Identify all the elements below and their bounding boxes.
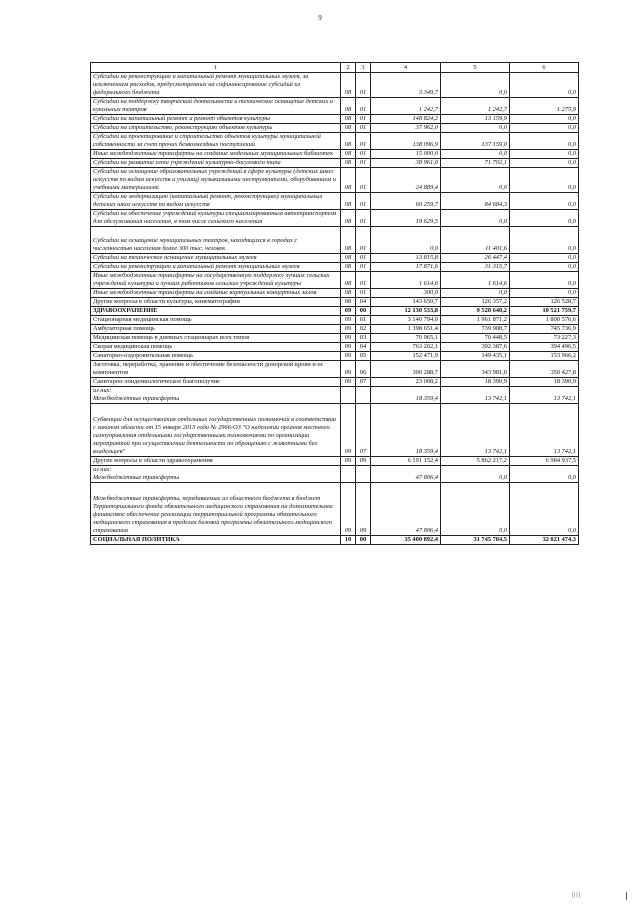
row-amount-2: 0,0 — [441, 483, 510, 536]
row-amount-2: 1 614,6 — [441, 272, 510, 289]
row-subsection — [356, 387, 371, 404]
row-name: Субсидии на капитальный ремонт и ремонт объектов культуры — [91, 115, 341, 124]
row-amount-3: 0,0 — [510, 124, 579, 133]
row-subsection: 01 — [356, 150, 371, 159]
row-amount-3: 0,0 — [510, 159, 579, 168]
row-amount-1: 13 815,8 — [371, 254, 441, 263]
table-row — [91, 159, 579, 168]
col-header-amount-2: 5 — [441, 63, 510, 73]
row-subsection: 01 — [356, 210, 371, 227]
row-section: 08 — [341, 298, 356, 307]
table-row — [91, 210, 579, 227]
table-row — [91, 334, 579, 343]
row-amount-2: 31 315,7 — [441, 263, 510, 272]
row-amount-1: 38 961,0 — [371, 159, 441, 168]
row-amount-2: 18 390,9 — [441, 378, 510, 387]
row-amount-1: 24 889,4 — [371, 168, 441, 193]
row-subsection: 00 — [356, 536, 371, 545]
row-name: Иные межбюджетные трансферты на государственную поддержку лучших сельских учреждений культуры и лучших работников сельских учреждений культуры — [91, 272, 341, 289]
row-amount-2: 1 961 871,2 — [441, 316, 510, 325]
row-section: 08 — [341, 272, 356, 289]
row-amount-3: 0,0 — [510, 193, 579, 210]
row-name: Санаторно-оздоровительная помощь — [91, 352, 341, 361]
row-amount-3: 0,0 — [510, 73, 579, 98]
row-section: 09 — [341, 343, 356, 352]
row-name: Субсидии на оснащение образовательных учреждений в сфере культуры (детских школ искусств по видам искусств и училищ) музыкальными инструментами, оборудованием и учебными материалами — [91, 168, 341, 193]
row-amount-3: 0,0 — [510, 150, 579, 159]
row-name: Другие вопросы в области культуры, кинематографии — [91, 298, 341, 307]
row-amount-1: 23 008,2 — [371, 378, 441, 387]
row-subsection: 01 — [356, 115, 371, 124]
table-row — [91, 298, 579, 307]
row-section: 09 — [341, 483, 356, 536]
table-row — [91, 536, 579, 545]
row-amount-3: 13 742,1 — [510, 404, 579, 457]
row-amount-3: 0,0 — [510, 483, 579, 536]
row-amount-2: 9 528 640,2 — [441, 307, 510, 316]
table-row — [91, 307, 579, 316]
table-row — [91, 457, 579, 466]
row-amount-2: 70 448,5 — [441, 334, 510, 343]
row-subsection: 07 — [356, 404, 371, 457]
table-row — [91, 124, 579, 133]
row-subsection: 01 — [356, 159, 371, 168]
row-amount-2: 0,0 — [441, 124, 510, 133]
row-section: 09 — [341, 307, 356, 316]
row-amount-2: 0,0 — [441, 210, 510, 227]
row-amount-3: 73 227,3 — [510, 334, 579, 343]
row-amount-1: 148 824,2 — [371, 115, 441, 124]
row-name: Межбюджетные трансферты, передаваемые из областного бюджета в бюджет Территориального фонда обязательного медицинского страхования на дополнительное финансовое обеспечение реализации территориальной программы обязательного медицинского страхования в пределах базовой программы обязательного медицинского страхования — [91, 483, 341, 536]
row-amount-1: 18 359,4 — [371, 404, 441, 457]
table-row — [91, 466, 579, 483]
row-amount-2: 11 401,6 — [441, 227, 510, 254]
row-subsection: 01 — [356, 193, 371, 210]
row-amount-3: 745 736,9 — [510, 325, 579, 334]
row-subsection: 01 — [356, 98, 371, 115]
row-section: 09 — [341, 361, 356, 378]
row-name: СОЦИАЛЬНАЯ ПОЛИТИКА — [91, 536, 341, 545]
table-row — [91, 483, 579, 536]
row-amount-1: 17 871,6 — [371, 263, 441, 272]
row-name: Субсидии на оснащение муниципальных театров, находящихся в городах с численностью населения более 300 тыс. человек — [91, 227, 341, 254]
row-name: Субсидии на обеспечение учреждений культуры специализированным автотранспортом для обслуживания населения, в том числе сельского населения — [91, 210, 341, 227]
col-header-amount-1: 4 — [371, 63, 441, 73]
row-amount-1: 47 806,4 — [371, 466, 441, 483]
row-amount-3: 0,0 — [510, 272, 579, 289]
budget-table — [90, 62, 579, 545]
row-subsection: 04 — [356, 343, 371, 352]
row-section: 10 — [341, 536, 356, 545]
row-amount-3: 0,0 — [510, 289, 579, 298]
table-row — [91, 193, 579, 210]
row-subsection: 01 — [356, 254, 371, 263]
row-subsection: 01 — [356, 289, 371, 298]
row-amount-3: 10 521 759,7 — [510, 307, 579, 316]
table-row — [91, 150, 579, 159]
row-section: 08 — [341, 150, 356, 159]
row-subsection: 01 — [356, 73, 371, 98]
row-name: из них: Межбюджетные трансферты — [91, 387, 341, 404]
row-amount-2: 0,0 — [441, 466, 510, 483]
row-amount-2: 26 447,4 — [441, 254, 510, 263]
row-subsection — [356, 466, 371, 483]
table-row — [91, 316, 579, 325]
row-name: Иные межбюджетные трансферты на создание виртуальных концертных залов — [91, 289, 341, 298]
row-name: Другие вопросы в области здравоохранения — [91, 457, 341, 466]
row-subsection: 01 — [356, 272, 371, 289]
row-subsection: 03 — [356, 334, 371, 343]
row-amount-3: 394 496,5 — [510, 343, 579, 352]
row-section: 08 — [341, 227, 356, 254]
row-name: Субсидии на развитие сети учреждений культурно-досугового типа — [91, 159, 341, 168]
row-amount-2: 343 981,0 — [441, 361, 510, 378]
row-subsection: 09 — [356, 483, 371, 536]
table-row — [91, 133, 579, 150]
row-section: 08 — [341, 168, 356, 193]
row-amount-2: 13 742,1 — [441, 387, 510, 404]
row-amount-1: 37 962,0 — [371, 124, 441, 133]
row-amount-1: 0,0 — [371, 227, 441, 254]
row-amount-2: 0,0 — [441, 73, 510, 98]
row-amount-3: 350 427,8 — [510, 361, 579, 378]
row-amount-3: 0,0 — [510, 227, 579, 254]
row-section — [341, 466, 356, 483]
row-amount-2: 126 357,2 — [441, 298, 510, 307]
table-row — [91, 387, 579, 404]
row-amount-1: 1 614,6 — [371, 272, 441, 289]
row-name: Субсидии на проектирование и строительство объектов культуры муниципальной собственности за счет прочих безвозмездных поступлений — [91, 133, 341, 150]
row-subsection: 01 — [356, 263, 371, 272]
row-section: 08 — [341, 254, 356, 263]
row-subsection: 09 — [356, 457, 371, 466]
table-row — [91, 361, 579, 378]
row-amount-1: 70 965,1 — [371, 334, 441, 343]
row-amount-1: 60 259,7 — [371, 193, 441, 210]
table-row — [91, 263, 579, 272]
row-amount-1: 152 471,9 — [371, 352, 441, 361]
row-amount-2: 149 435,1 — [441, 352, 510, 361]
row-section: 08 — [341, 115, 356, 124]
row-amount-1: 15 000,0 — [371, 150, 441, 159]
row-amount-3: 6 984 937,5 — [510, 457, 579, 466]
table-row — [91, 272, 579, 289]
row-amount-3: 0,0 — [510, 133, 579, 150]
row-amount-1: 35 400 892,4 — [371, 536, 441, 545]
col-header-amount-3: 6 — [510, 63, 579, 73]
row-section: 08 — [341, 73, 356, 98]
row-section: 08 — [341, 124, 356, 133]
row-amount-1: 390 288,7 — [371, 361, 441, 378]
col-header-name: 1 — [91, 63, 341, 73]
table-row — [91, 378, 579, 387]
row-amount-3: 32 021 474,3 — [510, 536, 579, 545]
row-subsection: 02 — [356, 325, 371, 334]
row-subsection: 01 — [356, 316, 371, 325]
row-section: 08 — [341, 98, 356, 115]
row-amount-3: 1 275,9 — [510, 98, 579, 115]
row-section: 09 — [341, 404, 356, 457]
table-row — [91, 404, 579, 457]
row-section: 08 — [341, 159, 356, 168]
row-subsection: 05 — [356, 352, 371, 361]
row-section: 09 — [341, 325, 356, 334]
row-amount-3: 0,0 — [510, 254, 579, 263]
col-header-section: 2 — [341, 63, 356, 73]
row-amount-1: 6 191 152,4 — [371, 457, 441, 466]
row-amount-1: 47 806,4 — [371, 483, 441, 536]
row-subsection: 01 — [356, 133, 371, 150]
row-amount-1: 12 130 533,8 — [371, 307, 441, 316]
row-subsection: 06 — [356, 361, 371, 378]
row-amount-3: 13 742,1 — [510, 387, 579, 404]
row-amount-2: 5 862 217,2 — [441, 457, 510, 466]
row-amount-1: 3 349,7 — [371, 73, 441, 98]
row-name: из них: Межбюджетные трансферты — [91, 466, 341, 483]
table-row — [91, 343, 579, 352]
row-amount-3: 0,0 — [510, 115, 579, 124]
row-name: Субсидии на модернизацию (капитальный ремонт, реконструкцию) муниципальных детских школ искусств по видам искусств — [91, 193, 341, 210]
row-amount-1: 763 202,1 — [371, 343, 441, 352]
row-section: 08 — [341, 210, 356, 227]
row-amount-1: 18 359,4 — [371, 387, 441, 404]
row-amount-3: 1 800 576,6 — [510, 316, 579, 325]
table-row — [91, 325, 579, 334]
row-name: Иные межбюджетные трансферты на создание модельных муниципальных библиотек — [91, 150, 341, 159]
row-name: Амбулаторная помощь — [91, 325, 341, 334]
row-amount-1: 300,0 — [371, 289, 441, 298]
row-amount-1: 3 140 794,0 — [371, 316, 441, 325]
row-amount-2: 739 908,7 — [441, 325, 510, 334]
row-subsection: 01 — [356, 124, 371, 133]
row-section — [341, 387, 356, 404]
row-amount-2: 31 745 784,5 — [441, 536, 510, 545]
row-name: Стационарная медицинская помощь — [91, 316, 341, 325]
row-amount-2: 1 242,7 — [441, 98, 510, 115]
table-row — [91, 168, 579, 193]
row-amount-3: 0,0 — [510, 466, 579, 483]
row-amount-2: 13 742,1 — [441, 404, 510, 457]
row-subsection: 07 — [356, 378, 371, 387]
table-row — [91, 254, 579, 263]
row-subsection: 04 — [356, 298, 371, 307]
row-amount-3: 0,0 — [510, 263, 579, 272]
row-section: 09 — [341, 378, 356, 387]
row-amount-3: 18 390,9 — [510, 378, 579, 387]
row-name: Субсидии на реконструкцию и капитальный ремонт муниципальных музеев — [91, 263, 341, 272]
row-section: 08 — [341, 193, 356, 210]
row-amount-1: 1 398 651,4 — [371, 325, 441, 334]
row-amount-3: 126 528,7 — [510, 298, 579, 307]
row-section: 08 — [341, 289, 356, 298]
row-section: 09 — [341, 352, 356, 361]
row-name: Субсидии на реконструкцию и капитальный ремонт муниципальных музеев, за исключением расходов, предусмотренных на софинансирование субсидий из федерального бюджета — [91, 73, 341, 98]
table-body — [91, 73, 579, 545]
row-amount-1: 138 096,9 — [371, 133, 441, 150]
row-amount-3: 0,0 — [510, 210, 579, 227]
row-name: ЗДРАВООХРАНЕНИЕ — [91, 307, 341, 316]
row-name: Медицинская помощь в дневных стационарах всех типов — [91, 334, 341, 343]
row-amount-3: 153 966,2 — [510, 352, 579, 361]
row-name: Субвенции для осуществления отдельных государственных полномочий в соответствии с законом области от 15 января 2013 года № 2966-ОЗ "О наделении органов местного самоуправления отдельными государственными полномочиями по организации мероприятий при осуществлении деятельности по обращению с животными без владельцев" — [91, 404, 341, 457]
row-amount-3: 0,0 — [510, 168, 579, 193]
row-name: Субсидии на строительство, реконструкцию объектов культуры — [91, 124, 341, 133]
row-name: Скорая медицинская помощь — [91, 343, 341, 352]
row-amount-2: 0,0 — [441, 150, 510, 159]
row-amount-1: 143 650,7 — [371, 298, 441, 307]
row-subsection: 00 — [356, 307, 371, 316]
table-row — [91, 227, 579, 254]
row-name: Санитарно-эпидемиологическое благополучие — [91, 378, 341, 387]
row-name: Субсидии на поддержку творческой деятельности и техническое оснащение детских и кукольных театров — [91, 98, 341, 115]
row-name: Субсидии на техническое оснащение муниципальных музеев — [91, 254, 341, 263]
row-amount-2: 0,0 — [441, 289, 510, 298]
row-amount-1: 19 629,5 — [371, 210, 441, 227]
row-name: Заготовка, переработка, хранение и обеспечение безопасности донорской крови и ее компонентов — [91, 361, 341, 378]
table-row — [91, 73, 579, 98]
table-row — [91, 115, 579, 124]
row-section: 08 — [341, 133, 356, 150]
row-amount-2: 392 387,6 — [441, 343, 510, 352]
row-section: 09 — [341, 457, 356, 466]
row-subsection: 01 — [356, 227, 371, 254]
table-row — [91, 352, 579, 361]
footer-rule — [626, 892, 627, 900]
row-amount-2: 84 684,3 — [441, 193, 510, 210]
row-amount-2: 137 159,0 — [441, 133, 510, 150]
table-row — [91, 289, 579, 298]
header-row — [91, 63, 579, 73]
row-section: 09 — [341, 334, 356, 343]
row-amount-2: 71 702,1 — [441, 159, 510, 168]
row-amount-2: 0,0 — [441, 168, 510, 193]
row-section: 08 — [341, 263, 356, 272]
table-row — [91, 98, 579, 115]
row-amount-2: 13 159,9 — [441, 115, 510, 124]
row-amount-1: 1 242,7 — [371, 98, 441, 115]
row-section: 09 — [341, 316, 356, 325]
footer-mark: |||| — [572, 892, 581, 898]
col-header-subsection: 3 — [356, 63, 371, 73]
page-number: 9 — [318, 14, 322, 22]
row-subsection: 01 — [356, 168, 371, 193]
